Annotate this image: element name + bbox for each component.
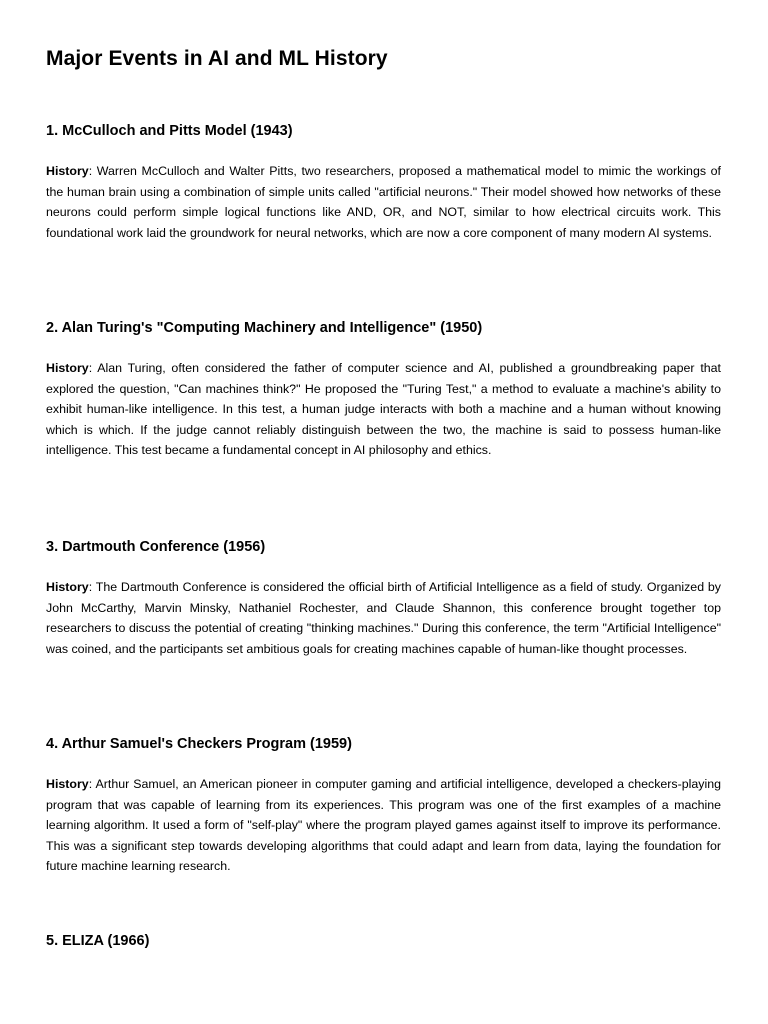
section-text: : Arthur Samuel, an American pioneer in computer gaming and artificial intelligence, developed a checkers-playing program that was capable of learning from its experiences. This program was one of the first examples of a machine learning algorithm. It used a form of "self-play" where the program played games against itself to improve its performance. This was a significant step towards developing algorithms that could adapt and learn from data, laying the foundation for future machine learning research. [46, 777, 721, 873]
section-text: : Warren McCulloch and Walter Pitts, two researchers, proposed a mathematical model to mimic the workings of the human brain using a combination of simple units called "artificial neurons." Their model showed how networks of these neurons could perform simple logical functions like AND, OR, and NOT, similar to how electrical circuits work. This foundational work laid the groundwork for neural networks, which are now a core component of many modern AI systems. [46, 164, 721, 240]
section-heading: 2. Alan Turing's "Computing Machinery and Intelligence" (1950) [46, 320, 483, 336]
section-dartmouth [46, 537, 721, 659]
section-body [46, 161, 721, 243]
section-mcculloch-pitts [46, 121, 721, 243]
section-body [46, 358, 721, 461]
section-eliza [46, 931, 721, 951]
history-label: History [46, 777, 89, 791]
section-heading: 1. McCulloch and Pitts Model (1943) [46, 123, 293, 139]
section-text: : The Dartmouth Conference is considered the official birth of Artificial Intelligence as a field of study. Organized by John McCarthy, Marvin Minsky, Nathaniel Rochester, and Claude Shannon, this conference brought together top researchers to discuss the potential of creating "thinking machines." During this conference, the term "Artificial Intelligence" was coined, and the participants set ambitious goals for creating machines capable of human-like thought processes. [46, 580, 721, 656]
history-label: History [46, 580, 89, 594]
section-samuel-checkers [46, 734, 721, 877]
section-heading: 3. Dartmouth Conference (1956) [46, 539, 266, 555]
section-turing [46, 318, 721, 461]
section-heading: 4. Arthur Samuel's Checkers Program (1959) [46, 736, 352, 752]
section-heading: 5. ELIZA (1966) [46, 933, 150, 949]
title-block [46, 44, 388, 74]
history-label: History [46, 164, 89, 178]
section-text: : Alan Turing, often considered the father of computer science and AI, published a groundbreaking paper that explored the question, "Can machines think?" He proposed the "Turing Test," a method to evaluate a machine's ability to exhibit human-like intelligence. In this test, a human judge interacts with both a machine and a human without knowing which is which. If the judge cannot reliably distinguish between the two, the machine is said to possess human-like intelligence. This test became a fundamental concept in AI philosophy and ethics. [46, 361, 721, 457]
history-label: History [46, 361, 89, 375]
document-title: Major Events in AI and ML History [46, 47, 388, 70]
section-body [46, 577, 721, 659]
section-body [46, 774, 721, 877]
